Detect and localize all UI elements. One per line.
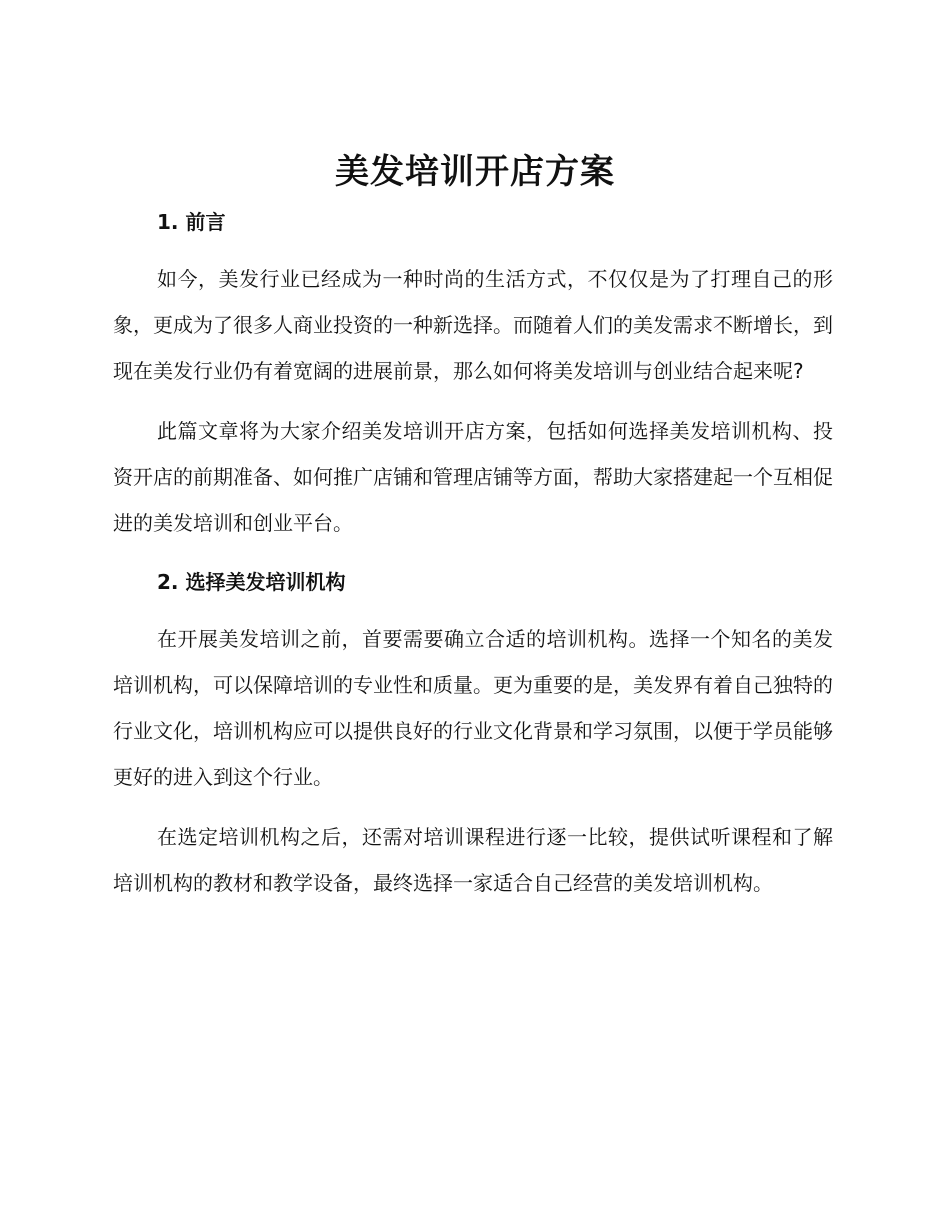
paragraph: 在选定培训机构之后，还需对培训课程进行逐一比较，提供试听课程和了解培训机构的教材和教学设备，最终选择一家适合自己经营的美发培训机构。 [113,825,833,895]
section-heading: 1. 前言 [157,210,226,234]
paragraph: 在开展美发培训之前，首要需要确立合适的培训机构。选择一个知名的美发培训机构，可以保障培训的专业性和质量。更为重要的是，美发界有着自己独特的行业文化，培训机构应可以提供良好的行业文化背景和学习氛围，以便于学员能够更好的进入到这个行业。 [113,627,833,789]
section-heading: 2. 选择美发培训机构 [157,570,346,594]
paragraph: 如今，美发行业已经成为一种时尚的生活方式，不仅仅是为了打理自己的形象，更成为了很多人商业投资的一种新选择。而随着人们的美发需求不断增长，到现在美发行业仍有着宽阔的进展前景，那么如何将美发培训与创业结合起来呢? [113,267,833,383]
section-choose-institution [113,560,833,906]
document-title: 美发培训开店方案 [335,152,615,192]
paragraph: 此篇文章将为大家介绍美发培训开店方案，包括如何选择美发培训机构、投资开店的前期准备、如何推广店铺和管理店铺等方面，帮助大家搭建起一个互相促进的美发培训和创业平台。 [113,419,833,535]
section-preface [113,200,833,546]
document-body [113,200,833,906]
